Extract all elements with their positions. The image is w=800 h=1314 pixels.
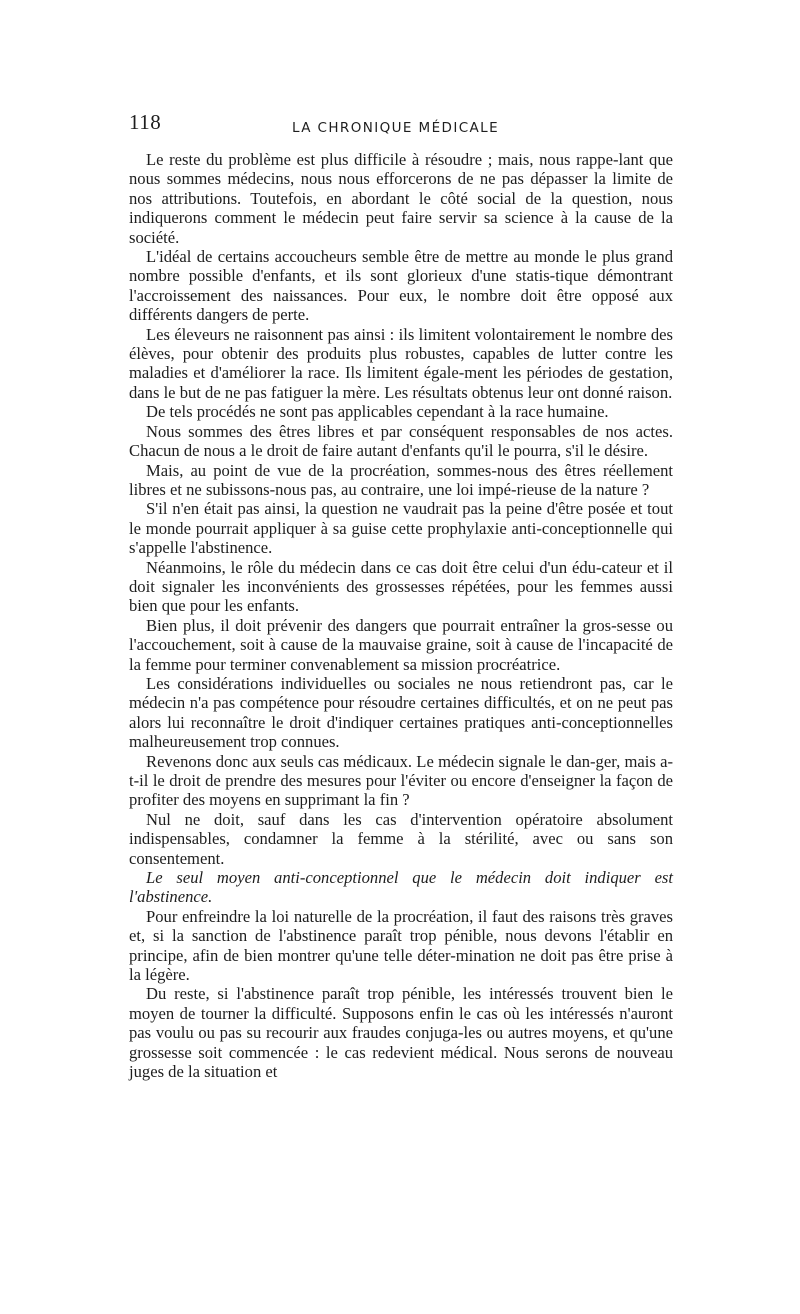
paragraph: Les éleveurs ne raisonnent pas ainsi : ils limitent volontairement le nombre des élèves, pour obtenir des produits plus robustes, capables de lutter contre les maladies et d'améliorer la race. Ils limitent égale-ment les périodes de gestation, dans le but de ne pas fatiguer la mère. Les résultats obtenus leur ont donné raison. — [129, 324, 673, 402]
page-number: 118 — [129, 110, 162, 134]
running-title: LA CHRONIQUE MÉDICALE — [292, 120, 500, 136]
paragraph: Les considérations individuelles ou sociales ne nous retiendront pas, car le médecin n'a pas compétence pour résoudre certaines difficultés, et on ne peut pas alors lui reconnaître le droit d'indiquer certaines pratiques anti-conceptionnelles malheureusement trop connues. — [129, 673, 673, 752]
italic-statement: Le seul moyen anti-conceptionnel que le médecin doit indiquer est l'abstinence. — [129, 868, 673, 907]
paragraph: Le reste du problème est plus difficile à résoudre ; mais, nous rappe-lant que nous sommes médecins, nous nous efforcerons de ne pas dépasser la limite de nos attributions. Toutefois, en abordant le côté social de la question, nous indiquerons comment le médecin peut faire servir sa science à la cause de la société. — [129, 150, 673, 247]
paragraph: Nul ne doit, sauf dans les cas d'intervention opératoire absolument indispensables, condamner la femme à la stérilité, avec ou sans son consentement. — [129, 809, 673, 868]
paragraph: S'il n'en était pas ainsi, la question ne vaudrait pas la peine d'être posée et tout le monde pourrait appliquer à sa guise cette prophylaxie anti-conceptionnelle qui s'appelle l'abstinence. — [129, 499, 673, 558]
paragraph: Du reste, si l'abstinence paraît trop pénible, les intéressés trouvent bien le moyen de tourner la difficulté. Supposons enfin le cas où les intéressés n'auront pas voulu ou pas su recourir aux fraudes conjuga-les ou autres moyens, et qu'une grossesse soit commencée : le cas redevient médical. Nous serons de nouveau juges de la situation et — [129, 984, 673, 1082]
body-text — [129, 150, 673, 1082]
paragraph: Pour enfreindre la loi naturelle de la procréation, il faut des raisons très graves et, si la sanction de l'abstinence paraît trop pénible, nous devons l'établir en principe, afin de bien montrer qu'une telle déter-mination ne doit pas être prise à la légère. — [129, 906, 673, 985]
paragraph: De tels procédés ne sont pas applicables cependant à la race humaine. — [146, 402, 609, 422]
paragraph: Néanmoins, le rôle du médecin dans ce cas doit être celui d'un édu-cateur et il doit signaler les inconvénients des grossesses répétées, pour les femmes aussi bien que pour les enfants. — [129, 557, 673, 616]
page-header — [129, 110, 673, 140]
paragraph: Revenons donc aux seuls cas médicaux. Le médecin signale le dan-ger, mais a-t-il le droit de prendre des mesures pour l'éviter ou encore d'enseigner la façon de profiter des moyens en supprimant la fin ? — [129, 751, 673, 810]
paragraph: L'idéal de certains accoucheurs semble être de mettre au monde le plus grand nombre possible d'enfants, et ils sont glorieux d'une statis-tique démontrant l'accroissement des naissances. Pour eux, le nombre doit être opposé aux différents dangers de perte. — [129, 247, 673, 325]
paragraph: Mais, au point de vue de la procréation, sommes-nous des êtres réellement libres et ne subissons-nous pas, au contraire, une loi impé-rieuse de la nature ? — [129, 460, 673, 499]
paragraph: Nous sommes des êtres libres et par conséquent responsables de nos actes. Chacun de nous a le droit de faire autant d'enfants qu'il le pourra, s'il le désire. — [129, 421, 673, 461]
paragraph: Bien plus, il doit prévenir des dangers que pourrait entraîner la gros-sesse ou l'accouchement, soit à cause de la mauvaise graine, soit à cause de l'incapacité de la femme pour terminer convenablement sa mission procréatrice. — [129, 615, 673, 674]
